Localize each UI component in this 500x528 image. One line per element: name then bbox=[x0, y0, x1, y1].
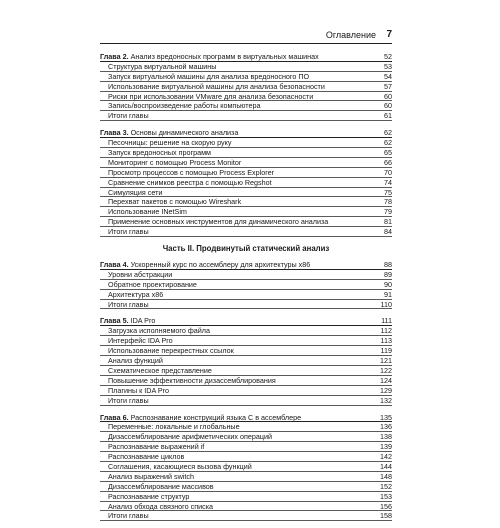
chapter-label: Глава 4. bbox=[100, 260, 129, 270]
toc-entry[interactable] bbox=[100, 422, 392, 432]
chapter-title: Анализ вредоносных программ в виртуальных машинах bbox=[130, 52, 319, 61]
toc-entry-title: Повышение эффективности дизассемблирования bbox=[108, 375, 276, 385]
chapter-label: Глава 3. bbox=[100, 128, 129, 138]
toc-entry-page: 142 bbox=[380, 452, 392, 462]
toc-entry[interactable] bbox=[100, 432, 392, 442]
toc-entry[interactable] bbox=[100, 227, 392, 237]
toc-entry-page: 81 bbox=[384, 217, 392, 227]
toc-entry-title: Просмотр процессов с помощью Process Explorer bbox=[108, 167, 275, 177]
toc-entry[interactable] bbox=[100, 472, 392, 482]
toc-entry-page: 122 bbox=[380, 365, 392, 375]
chapter-page: 62 bbox=[384, 128, 392, 138]
toc-entry-title: Сравнение снимков реестра с помощью Regshot bbox=[108, 177, 272, 187]
toc-entry[interactable] bbox=[100, 326, 392, 336]
toc-entry-title: Схематическое представление bbox=[108, 365, 212, 375]
toc-entry-page: 156 bbox=[380, 501, 392, 511]
toc-entry[interactable] bbox=[100, 197, 392, 207]
toc-entry-page: 75 bbox=[384, 187, 392, 197]
toc-entry-page: 54 bbox=[384, 71, 392, 81]
toc-entry[interactable] bbox=[100, 396, 392, 406]
toc-entry-title: Применение основных инструментов для динамического анализа bbox=[108, 217, 329, 227]
chapter-heading[interactable] bbox=[100, 260, 392, 270]
toc-entry[interactable] bbox=[100, 158, 392, 168]
toc-entry-title: Запись/воспроизведение работы компьютера bbox=[108, 101, 261, 111]
toc-entry[interactable] bbox=[100, 270, 392, 280]
chapter-heading-text bbox=[100, 260, 310, 270]
toc-entry-page: 144 bbox=[380, 461, 392, 471]
toc-entry-page: 158 bbox=[380, 511, 392, 521]
toc-entry-page: 110 bbox=[380, 299, 392, 309]
toc-entry-title: Перехват пакетов с помощью Wireshark bbox=[108, 197, 242, 207]
toc-entry[interactable] bbox=[100, 148, 392, 158]
toc-entry-page: 60 bbox=[384, 91, 392, 101]
chapter-heading-text bbox=[100, 413, 301, 423]
toc-entry-page: 53 bbox=[384, 61, 392, 71]
toc-entry-title: Симуляция сети bbox=[108, 187, 163, 197]
toc-entry-page: 153 bbox=[380, 491, 392, 501]
chapter-heading[interactable] bbox=[100, 316, 392, 326]
toc-entry-page: 132 bbox=[380, 395, 392, 405]
chapter-block bbox=[100, 413, 392, 522]
toc-entry-page: 70 bbox=[384, 167, 392, 177]
toc-entry-page: 138 bbox=[380, 432, 392, 442]
chapter-page: 111 bbox=[381, 316, 392, 326]
toc-entry[interactable] bbox=[100, 138, 392, 148]
toc-entry[interactable] bbox=[100, 442, 392, 452]
toc-entry-title: Использование перекрестных ссылок bbox=[108, 346, 234, 356]
toc-entry-page: 129 bbox=[380, 385, 392, 395]
chapter-page: 52 bbox=[384, 52, 392, 61]
toc-entry-title: Распознавание выражений if bbox=[108, 442, 205, 452]
toc-entry-page: 57 bbox=[384, 81, 392, 91]
toc-entry-title: Интерфейс IDA Pro bbox=[108, 336, 173, 346]
chapter-title: IDA Pro bbox=[130, 316, 156, 326]
toc-entry-title: Дизассемблирование арифметических операций bbox=[108, 432, 272, 442]
toc-entry-page: 90 bbox=[384, 279, 392, 289]
toc-entry-page: 152 bbox=[380, 481, 392, 491]
toc-entry-page: 119 bbox=[380, 346, 392, 356]
toc-entry-title: Дизассемблирование массивов bbox=[108, 481, 214, 491]
page-number: 7 bbox=[386, 29, 392, 40]
toc-entry[interactable] bbox=[100, 356, 392, 366]
toc-entry-title: Итоги главы bbox=[108, 395, 149, 405]
chapter-block bbox=[100, 260, 392, 309]
toc-entry-title: Мониторинг с помощью Process Monitor bbox=[108, 157, 242, 167]
toc-entry[interactable] bbox=[100, 336, 392, 346]
toc-entry-page: 61 bbox=[384, 111, 392, 121]
toc-entry[interactable] bbox=[100, 111, 392, 121]
toc-entry-title: Обратное проектирование bbox=[108, 279, 197, 289]
toc-entry-page: 121 bbox=[380, 356, 392, 366]
toc-entry-title: Распознавание структур bbox=[108, 491, 190, 501]
toc-entry[interactable] bbox=[100, 62, 392, 72]
chapter-label: Глава 5. bbox=[100, 316, 129, 326]
toc-entry-title: Плагины к IDA Pro bbox=[108, 385, 170, 395]
toc-entry-page: 78 bbox=[384, 197, 392, 207]
toc-entry-page: 79 bbox=[384, 207, 392, 217]
chapter-heading-text bbox=[100, 316, 155, 326]
toc-entry-title: Переменные: локальные и глобальные bbox=[108, 422, 240, 432]
toc-entry-title: Риски при использовании VMware для анализа безопасности bbox=[108, 91, 314, 101]
chapter-block bbox=[100, 316, 392, 405]
toc-entry[interactable] bbox=[100, 92, 392, 102]
toc-entry-page: 136 bbox=[380, 422, 392, 432]
toc-entry[interactable] bbox=[100, 502, 392, 512]
toc-entry-title: Итоги главы bbox=[108, 227, 149, 237]
chapter-label: Глава 2. bbox=[100, 52, 129, 61]
chapter-title: Основы динамического анализа bbox=[130, 128, 239, 138]
toc-entry-title: Итоги главы bbox=[108, 299, 149, 309]
running-header bbox=[100, 30, 392, 44]
toc-entry[interactable] bbox=[100, 168, 392, 178]
toc-entry[interactable] bbox=[100, 217, 392, 227]
toc-entry[interactable] bbox=[100, 386, 392, 396]
part-title: Часть II. Продвинутый статический анализ bbox=[162, 244, 330, 254]
toc-entry[interactable] bbox=[100, 280, 392, 290]
toc-entry[interactable] bbox=[100, 366, 392, 376]
running-header-title: Оглавление bbox=[325, 30, 376, 40]
toc-entry-title: Использование INetSim bbox=[108, 207, 187, 217]
toc-entry-title: Песочницы: решение на скорую руку bbox=[108, 138, 232, 148]
toc-entry[interactable] bbox=[100, 290, 392, 300]
toc-entry[interactable] bbox=[100, 207, 392, 217]
toc-entry-title: Архитектура x86 bbox=[108, 289, 164, 299]
toc-entry[interactable] bbox=[100, 376, 392, 386]
chapter-heading-text bbox=[100, 128, 238, 138]
toc-entry[interactable] bbox=[100, 492, 392, 502]
chapter-block bbox=[100, 128, 392, 237]
toc-entry[interactable] bbox=[100, 462, 392, 472]
toc-entry[interactable] bbox=[100, 300, 392, 310]
toc-entry-title: Распознавание циклов bbox=[108, 452, 185, 462]
toc-entry-title: Анализ выражений switch bbox=[108, 471, 195, 481]
toc-entry[interactable] bbox=[100, 178, 392, 188]
chapter-label: Глава 6. bbox=[100, 412, 129, 422]
toc-entry-page: 84 bbox=[384, 227, 392, 237]
chapter-block bbox=[100, 52, 392, 121]
toc-entry-title: Анализ функций bbox=[108, 356, 163, 366]
toc-entry-title: Запуск виртуальной машины для анализа вредоносного ПО bbox=[108, 71, 310, 81]
toc-entry-page: 124 bbox=[380, 375, 392, 385]
toc-entry-title: Соглашения, касающиеся вызова функций bbox=[108, 461, 252, 471]
toc-entry-page: 74 bbox=[384, 177, 392, 187]
toc-entry[interactable] bbox=[100, 188, 392, 198]
toc-entry[interactable] bbox=[100, 452, 392, 462]
chapter-page: 88 bbox=[384, 260, 392, 270]
toc-entry-title: Загрузка исполняемого файла bbox=[108, 326, 210, 336]
chapter-heading[interactable] bbox=[100, 52, 392, 62]
toc-entry[interactable] bbox=[100, 82, 392, 92]
chapter-page: 135 bbox=[380, 412, 392, 422]
toc-entry[interactable] bbox=[100, 101, 392, 111]
toc-entry-page: 62 bbox=[384, 138, 392, 148]
toc-entry-title: Анализ обхода связного списка bbox=[108, 501, 214, 511]
toc-entry-page: 113 bbox=[380, 336, 392, 346]
toc-entry[interactable] bbox=[100, 72, 392, 82]
toc-entry[interactable] bbox=[100, 346, 392, 356]
table-of-contents bbox=[100, 52, 392, 528]
toc-entry-title: Итоги главы bbox=[108, 511, 149, 521]
toc-entry-title: Использование виртуальной машины для анализа безопасности bbox=[108, 81, 325, 91]
toc-entry-page: 91 bbox=[384, 289, 392, 299]
toc-entry-title: Запуск вредоносных программ bbox=[108, 148, 211, 158]
toc-entry[interactable] bbox=[100, 511, 392, 521]
chapter-heading-text bbox=[100, 52, 319, 62]
toc-entry-title: Итоги главы bbox=[108, 111, 149, 121]
chapter-heading[interactable] bbox=[100, 128, 392, 138]
chapter-title: Ускоренный курс по ассемблеру для архитектуры x86 bbox=[130, 260, 311, 270]
toc-entry-page: 89 bbox=[384, 269, 392, 279]
toc-entry[interactable] bbox=[100, 482, 392, 492]
toc-entry-page: 65 bbox=[384, 148, 392, 158]
chapter-heading[interactable] bbox=[100, 413, 392, 423]
toc-entry-page: 148 bbox=[380, 471, 392, 481]
toc-entry-page: 112 bbox=[380, 326, 392, 336]
toc-entry-page: 139 bbox=[380, 442, 392, 452]
toc-entry-page: 60 bbox=[384, 101, 392, 111]
toc-entry-title: Структура виртуальной машины bbox=[108, 61, 217, 71]
chapter-title: Распознавание конструкций языка C в ассемблере bbox=[130, 412, 302, 422]
toc-entry-page: 66 bbox=[384, 157, 392, 167]
toc-entry-title: Уровни абстракции bbox=[108, 269, 173, 279]
